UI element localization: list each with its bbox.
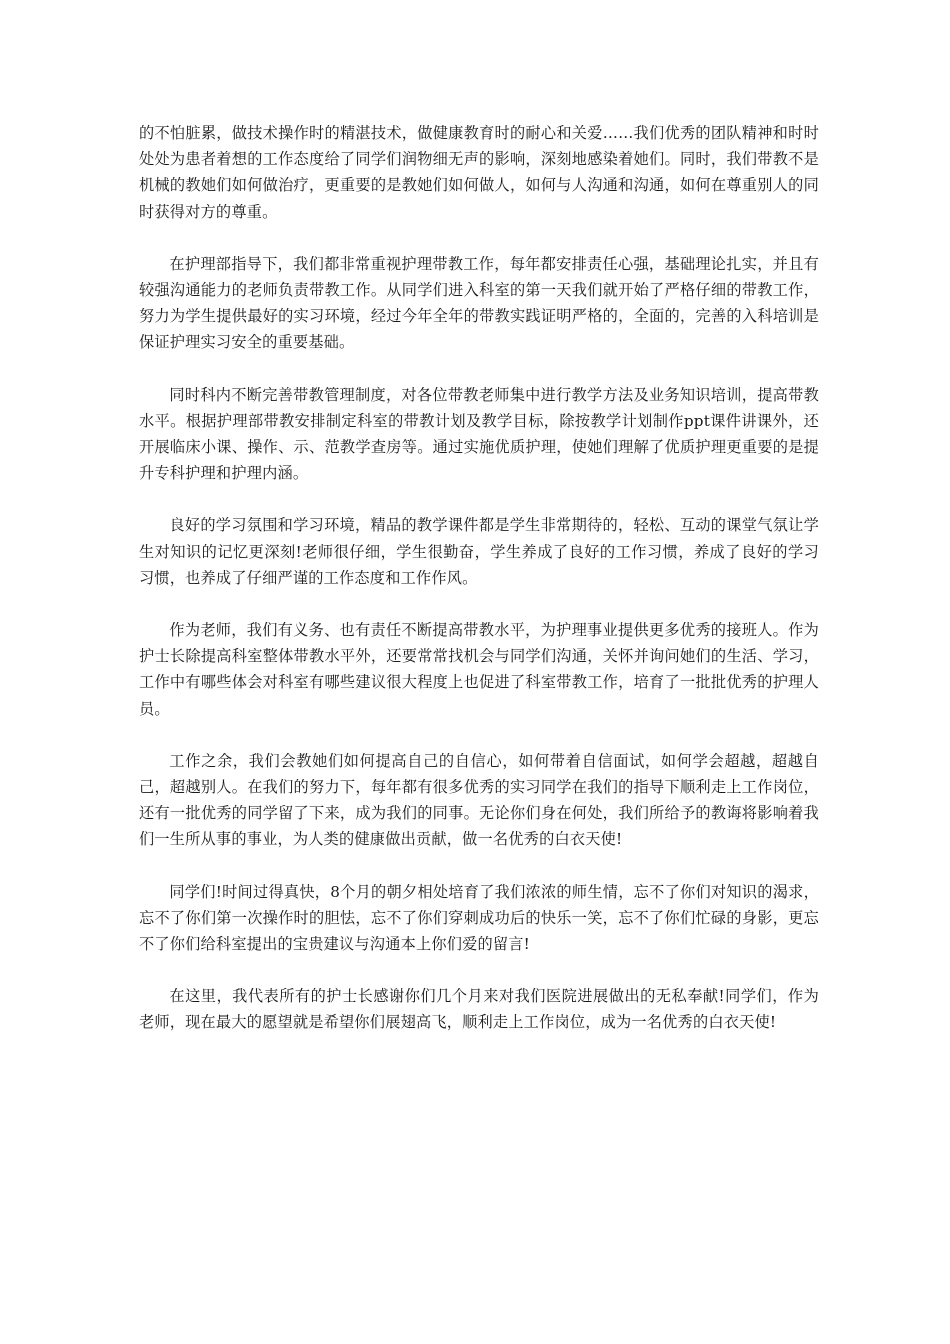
- paragraph-8: 在这里，我代表所有的护士长感谢你们几个月来对我们医院进展做出的无私奉献!同学们，作为老师，现在最大的愿望就是希望你们展翅高飞，顺利走上工作岗位，成为一名优秀的白衣天使!: [139, 987, 819, 1032]
- paragraph-7: 同学们!时间过得真快，8个月的朝夕相处培育了我们浓浓的师生情，忘不了你们对知识的渴求，忘不了你们第一次操作时的胆怯，忘不了你们穿刺成功后的快乐一笑，忘不了你们忙碌的身影，更忘不了你们给科室提出的宝贵建议与沟通本上你们爱的留言!: [139, 882, 819, 954]
- paragraph-5: 作为老师，我们有义务、也有责任不断提高带教水平，为护理事业提供更多优秀的接班人。作为护士长除提高科室整体带教水平外，还要常常找机会与同学们沟通，关怀并询问她们的生活、学习，工作中有哪些体会对科室有哪些建议很大程度上也促进了科室带教工作，培育了一批批优秀的护理人员。: [139, 621, 819, 718]
- document-body: [139, 120, 819, 1062]
- paragraph-1: 的不怕脏累，做技术操作时的精湛技术，做健康教育时的耐心和关爱……我们优秀的团队精神和时时处处为患者着想的工作态度给了同学们润物细无声的影响，深刻地感染着她们。同时，我们带教不是机械的教她们如何做治疗，更重要的是教她们如何做人，如何与人沟通和沟通，如何在尊重别人的同时获得对方的尊重。: [139, 124, 819, 221]
- paragraph-2: 在护理部指导下，我们都非常重视护理带教工作，每年都安排责任心强，基础理论扎实，并且有较强沟通能力的老师负责带教工作。从同学们进入科室的第一天我们就开始了严格仔细的带教工作，努力为学生提供最好的实习环境，经过今年全年的带教实践证明严格的，全面的，完善的入科培训是保证护理实习安全的重要基础。: [139, 254, 819, 352]
- paragraph-3: 同时科内不断完善带教管理制度，对各位带教老师集中进行教学方法及业务知识培训，提高带教水平。根据护理部带教安排制定科室的带教计划及教学目标，除按教学计划制作ppt课件讲课外，还开展临床小课、操作、示、范教学查房等。通过实施优质护理，使她们理解了优质护理更重要的是提升专科护理和护理内涵。: [139, 385, 819, 483]
- paragraph-6: 工作之余，我们会教她们如何提高自己的自信心，如何带着自信面试，如何学会超越，超越自己，超越别人。在我们的努力下，每年都有很多优秀的实习同学在我们的指导下顺利走上工作岗位，还有一批优秀的同学留了下来，成为我们的同事。无论你们身在何处，我们所给予的教诲将影响着我们一生所从事的事业，为人类的健康做出贡献，做一名优秀的白衣天使!: [139, 751, 819, 849]
- paragraph-4: 良好的学习氛围和学习环境，精品的教学课件都是学生非常期待的，轻松、互动的课堂气氛让学生对知识的记忆更深刻!老师很仔细，学生很勤奋，学生养成了良好的工作习惯，养成了良好的学习习惯，也养成了仔细严谨的工作态度和工作作风。: [139, 516, 819, 587]
